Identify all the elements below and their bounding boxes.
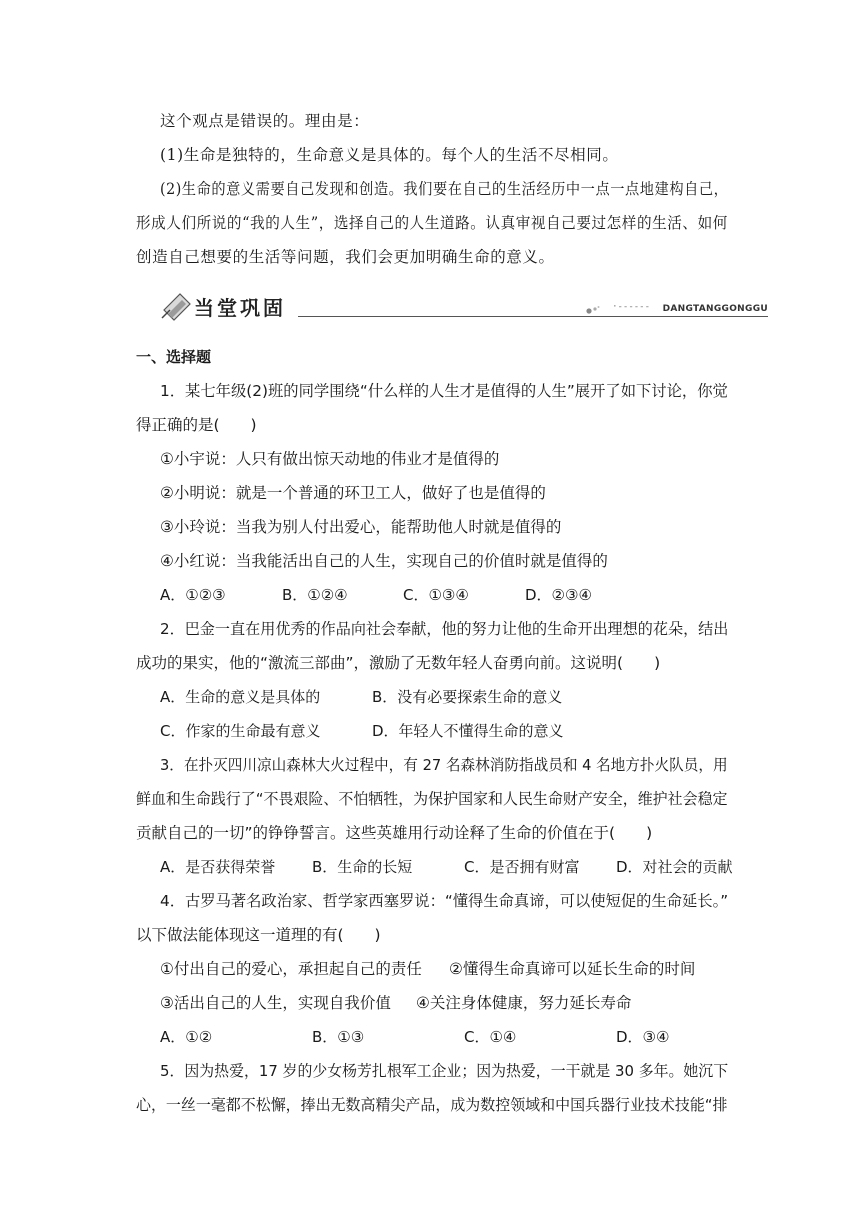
q1-statement-1: ①小宇说：人只有做出惊天动地的伟业才是值得的 <box>160 450 500 468</box>
q4-option-c: C．①④ <box>464 1028 517 1046</box>
q4-option-d: D．③④ <box>616 1028 670 1046</box>
q5-stem-line-1: 5．因为热爱，17 岁的少女杨芳扎根军工企业；因为热爱，一干就是 30 多年。她沉下 <box>160 1062 729 1080</box>
q1-option-b: B．①②④ <box>282 586 348 604</box>
banner-pinyin-code: DANGTANGGONGGU <box>662 304 768 314</box>
banner-divider <box>298 316 768 317</box>
pen-icon <box>160 288 194 322</box>
q4-statement-4: ④关注身体健康，努力延长寿命 <box>416 994 632 1012</box>
intro-line-1: 这个观点是错误的。理由是： <box>160 112 370 130</box>
q3-option-d: D．对社会的贡献 <box>616 858 733 876</box>
q1-stem-line-2: 得正确的是( ) <box>136 416 257 434</box>
section-heading: 一、选择题 <box>136 348 212 366</box>
section-banner <box>160 288 768 324</box>
q4-statement-3: ③活出自己的人生，实现自我价值 <box>160 994 391 1012</box>
intro-point-2-line-1: (2)生命的意义需要自己发现和创造。我们要在自己的生活经历中一点一点地建构自己， <box>160 180 729 198</box>
q3-option-a: A．是否获得荣誉 <box>160 858 276 876</box>
q2-option-a: A．生命的意义是具体的 <box>160 688 321 706</box>
q3-option-c: C．是否拥有财富 <box>464 858 580 876</box>
q4-statement-2: ②懂得生命真谛可以延长生命的时间 <box>449 960 696 978</box>
q4-stem-line-2: 以下做法能体现这一道理的有( ) <box>136 926 381 944</box>
q5-stem-line-2: 心，一丝一毫都不松懈，捧出无数高精尖产品，成为数控领域和中国兵器行业技术技能“排 <box>136 1096 728 1114</box>
q4-statement-1: ①付出自己的爱心，承担起自己的责任 <box>160 960 422 978</box>
intro-point-2-line-2: 形成人们所说的“我的人生”，选择自己的人生道路。认真审视自己要过怎样的生活、如何 <box>136 214 728 232</box>
q1-option-a: A．①②③ <box>160 586 226 604</box>
q4-stem-line-1: 4．古罗马著名政治家、哲学家西塞罗说：“懂得生命真谛，可以使短促的生命延长。” <box>160 892 729 910</box>
q1-option-c: C．①③④ <box>403 586 469 604</box>
decorative-dots-icon <box>586 303 600 315</box>
q2-stem-line-2: 成功的果实，他的“激流三部曲”，激励了无数年轻人奋勇向前。这说明( ) <box>136 654 661 672</box>
q3-stem-line-3: 贡献自己的一切”的铮铮誓言。这些英雄用行动诠释了生命的价值在于( ) <box>136 824 653 842</box>
banner-dashes: ·------ <box>612 302 650 312</box>
q2-option-c: C．作家的生命最有意义 <box>160 722 321 740</box>
q1-option-d: D．②③④ <box>525 586 592 604</box>
q2-stem-line-1: 2．巴金一直在用优秀的作品向社会奉献，他的努力让他的生命开出理想的花朵，结出 <box>160 620 729 638</box>
q4-option-b: B．①③ <box>312 1028 365 1046</box>
q1-statement-4: ④小红说：当我能活出自己的人生，实现自己的价值时就是值得的 <box>160 552 608 570</box>
q3-option-b: B．生命的长短 <box>312 858 413 876</box>
banner-title: 当堂巩固 <box>194 296 286 320</box>
q1-statement-3: ③小玲说：当我为别人付出爱心，能帮助他人时就是值得的 <box>160 518 562 536</box>
intro-point-1: (1)生命是独特的，生命意义是具体的。每个人的生活不尽相同。 <box>160 146 619 164</box>
q1-statement-2: ②小明说：就是一个普通的环卫工人，做好了也是值得的 <box>160 484 546 502</box>
q3-stem-line-1: 3．在扑灭四川凉山森林大火过程中，有 27 名森林消防指战员和 4 名地方扑火队员，用 <box>160 756 728 774</box>
q4-option-a: A．①② <box>160 1028 213 1046</box>
q1-stem-line-1: 1．某七年级(2)班的同学围绕“什么样的人生才是值得的人生”展开了如下讨论，你觉 <box>160 382 728 400</box>
q3-stem-line-2: 鲜血和生命践行了“不畏艰险、不怕牺牲，为保护国家和人民生命财产安全，维护社会稳定 <box>136 790 728 808</box>
intro-point-2-line-3: 创造自己想要的生活等问题，我们会更加明确生命的意义。 <box>136 248 555 266</box>
q2-option-b: B．没有必要探索生命的意义 <box>372 688 563 706</box>
q2-option-d: D．年轻人不懂得生命的意义 <box>372 722 564 740</box>
